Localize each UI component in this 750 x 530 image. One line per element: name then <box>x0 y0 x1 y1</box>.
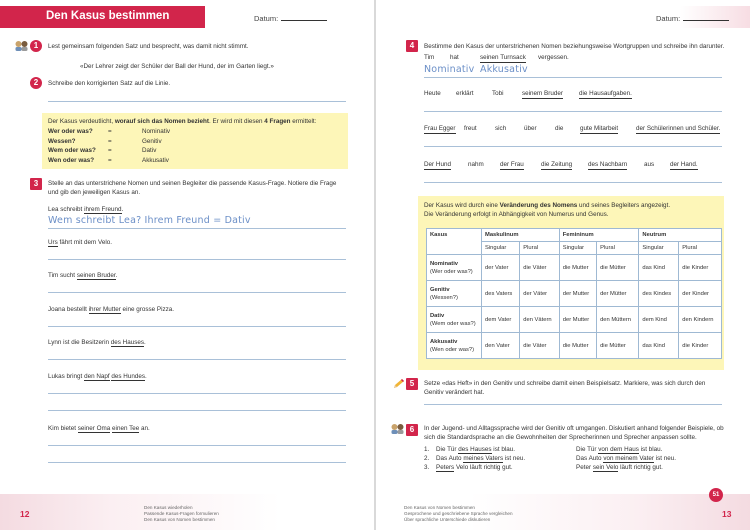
infobox-intro: Der Kasus verdeutlicht, worauf sich das Nomen bezieht. Er wird mit diesen 4 Fragen ermittelt: <box>48 118 317 125</box>
exercise-4-instruction: Bestimme den Kasus der unterstrichenen Nomen beziehungsweise Wortgruppen und schreibe ihn darunter. <box>424 43 725 50</box>
exercise-5-number: 5 <box>406 378 418 390</box>
workbook-reference-badge: 51 <box>709 488 723 502</box>
answer-line[interactable] <box>48 292 346 293</box>
question-row: Wem oder was? = Dativ <box>48 147 157 154</box>
answer-line[interactable] <box>48 101 346 102</box>
infobox-line-1: Der Kasus wird durch eine Veränderung des Nomens und seines Begleiters angezeigt. <box>424 202 671 209</box>
exercise-3-instruction: Stelle an das unterstrichene Nomen und seinen Begleiter die passende Kasus-Frage. Notiere die Frage und gib den jeweiligen Kasus an. <box>48 180 337 196</box>
sentence-4: Lynn ist die Besitzerin des Hauses. <box>48 339 146 346</box>
table-row: Nominativ (Wer oder was?) der Vater die Väter die Mutter die Mütter das Kind die Kinder <box>427 255 722 281</box>
question-row: Wer oder was? = Nominativ <box>48 128 170 135</box>
question-row: Wessen? = Genitiv <box>48 137 162 145</box>
answer-line <box>424 77 722 78</box>
right-page: Datum: 4 Bestimme den Kasus der unterstrichenen Nomen beziehungsweise Wortgruppen und schreibe ihn darunter. Tim hat seinen Turnsack vergessen. Nominativ Akkusativ Heute erklärt Tobi seinem Bruder die Hausaufgaben. Frau Egger freut sich über die gute Mitarbeit der Schülerinnen und Schüler. Der Hund nahm der Frau die Zeitung des Nachbarn aus der Hand. Der Kasus wird durch eine Veränderung des Nomens und seines Begleiters angezeigt. Die Veränderung erfolgt in Abhängigkeit von Numerus und Genus. Kasus Maskulinum Femininum Neutrum Singular Plural Singular Plural Singular Plural Nominativ (Wer oder was?) der Vater die Väter die Mutter die Mütter das Kind die Kinder Genitiv (Wessen?) des Vaters der Väter der Mutter der Mütter des Kindes der Kinder Dativ (Wem oder was?) dem Vater den Vätern der Mutter den Müttern dem Kind den Kindern Akkusativ (Wen oder was?) den Vater die Väter die Mutter die Mütter das Kind die Kinder 5 Setze «das Heft» in den Genitiv und schreibe damit einen Beispielsatz. Markiere, was sich durch den Genitiv verändert hat. 6 In der Jugend- und Alltagssprache wird der Genitiv oft umgangen. Diskutiert anhand folgender Beispiele, ob sich die Standardsprache an die Gewohnheiten der Sprecherinnen und Sprecher anpassen sollte. 1. Die Tür des Hauses ist blau. 2. Das Auto meines Vaters ist neu. 3. Peters Velo läuft richtig gut. Die Tür von dem Haus ist blau. Das Auto von meinem Vater ist neu. Peter sein Velo läuft richtig gut. Den Kasus von Nomen bestimmen Gesprochene und geschriebene Sprache vergleichen Über sprachliche Unterschiede diskutieren 51 13 <box>376 0 750 530</box>
partner-work-icon <box>390 423 405 434</box>
sentence-3: Joana bestellt ihrer Mutter eine grosse Pizza. <box>48 306 175 313</box>
sentence-2: Tim sucht seinen Bruder. <box>48 272 118 279</box>
answer-line[interactable] <box>48 359 346 360</box>
exercise-3-number: 3 <box>30 178 42 190</box>
table-row: Dativ (Wem oder was?) dem Vater den Vätern der Mutter den Müttern dem Kind den Kindern <box>427 307 722 333</box>
answer-line[interactable] <box>48 462 346 463</box>
exercise-2-number: 2 <box>30 77 42 89</box>
table-row: Genitiv (Wessen?) des Vaters der Väter der Mutter der Mütter des Kindes der Kinder <box>427 281 722 307</box>
answer-line[interactable] <box>48 326 346 327</box>
exercise-2-instruction: Schreibe den korrigierten Satz auf die Linie. <box>48 80 171 87</box>
exercise-1-sentence: «Der Lehrer zeigt der Schüler der Ball der Hund, der im Garten liegt.» <box>80 63 274 70</box>
question-row: Wen oder was? = Akkusativ <box>48 156 169 164</box>
list-item: 2. Das Auto meines Vaters ist neu. <box>424 455 526 462</box>
page-title: Den Kasus bestimmen <box>0 6 205 28</box>
answer-line[interactable] <box>48 393 346 394</box>
list-item: Peter sein Velo läuft richtig gut. <box>576 464 663 471</box>
answer-line[interactable] <box>48 445 346 446</box>
answer-line[interactable] <box>48 259 346 260</box>
list-item: Das Auto von meinem Vater ist neu. <box>576 455 677 462</box>
sentence-6: Kim bietet seiner Oma einen Tee an. <box>48 425 150 432</box>
answer-line[interactable] <box>48 410 346 411</box>
exercise-6-number: 6 <box>406 424 418 436</box>
infobox-question-list <box>48 127 170 165</box>
page-number: 13 <box>722 509 732 519</box>
table-row: Akkusativ (Wen oder was?) den Vater die Väter die Mutter die Mütter das Kind die Kinder <box>427 333 722 359</box>
kasus-questions-infobox <box>42 113 348 169</box>
answer-line[interactable] <box>424 111 722 112</box>
handwritten-answer: Akkusativ <box>480 64 528 75</box>
table-subheader-row: Singular Plural Singular Plural Singular Plural <box>427 242 722 255</box>
table-header-row: Kasus Maskulinum Femininum Neutrum <box>427 229 722 242</box>
answer-line[interactable] <box>424 146 722 147</box>
list-item: 3. Peters Velo läuft richtig gut. <box>424 464 513 471</box>
sentence-1: Urs fährt mit dem Velo. <box>48 239 113 246</box>
exercise-5-instruction: Setze «das Heft» in den Genitiv und schreibe damit einen Beispielsatz. Markiere, was sich durch den Genitiv verändert hat. <box>424 380 706 396</box>
footer-topics: Den Kasus wiederholen Passende Kasus-Fragen formulieren Den Kasus von Nomen bestimmen <box>144 505 219 522</box>
exercise-4-number: 4 <box>406 40 418 52</box>
answer-line <box>48 228 346 229</box>
footer-topics: Den Kasus von Nomen bestimmen Gesprochene und geschriebene Sprache vergleichen Über sprachliche Unterschiede diskutieren <box>404 505 513 522</box>
handwritten-answer: Nominativ <box>424 64 475 75</box>
exercise-1-number: 1 <box>30 40 42 52</box>
exercise-6-instruction: In der Jugend- und Alltagssprache wird der Genitiv oft umgangen. Diskutiert anhand folgender Beispiele, ob sich die Standardsprache an die Gewohnheiten der Sprecherinnen und Sprecher anpassen sollte. <box>424 425 724 441</box>
page-number: 12 <box>20 509 30 519</box>
infobox-line-2: Die Veränderung erfolgt in Abhängigkeit von Numerus und Genus. <box>424 211 609 218</box>
handwritten-example-answer: Wem schreibt Lea? Ihrem Freund = Dativ <box>48 215 251 226</box>
declension-table <box>426 228 722 359</box>
sentence-5: Lukas bringt den Napf des Hundes. <box>48 373 147 380</box>
pencil-icon <box>392 378 405 390</box>
exercise-1-instruction: Lest gemeinsam folgenden Satz und besprecht, was damit nicht stimmt. <box>48 43 249 50</box>
left-page <box>0 0 374 530</box>
example-sentence: Lea schreibt ihrem Freund. <box>48 206 124 213</box>
list-item: Die Tür von dem Haus ist blau. <box>576 446 663 453</box>
answer-line[interactable] <box>424 404 722 405</box>
date-field[interactable]: Datum: <box>656 14 729 23</box>
partner-work-icon <box>14 40 29 51</box>
answer-line[interactable] <box>424 182 722 183</box>
list-item: 1. Die Tür des Hauses ist blau. <box>424 446 515 453</box>
date-field[interactable]: Datum: <box>254 14 327 23</box>
